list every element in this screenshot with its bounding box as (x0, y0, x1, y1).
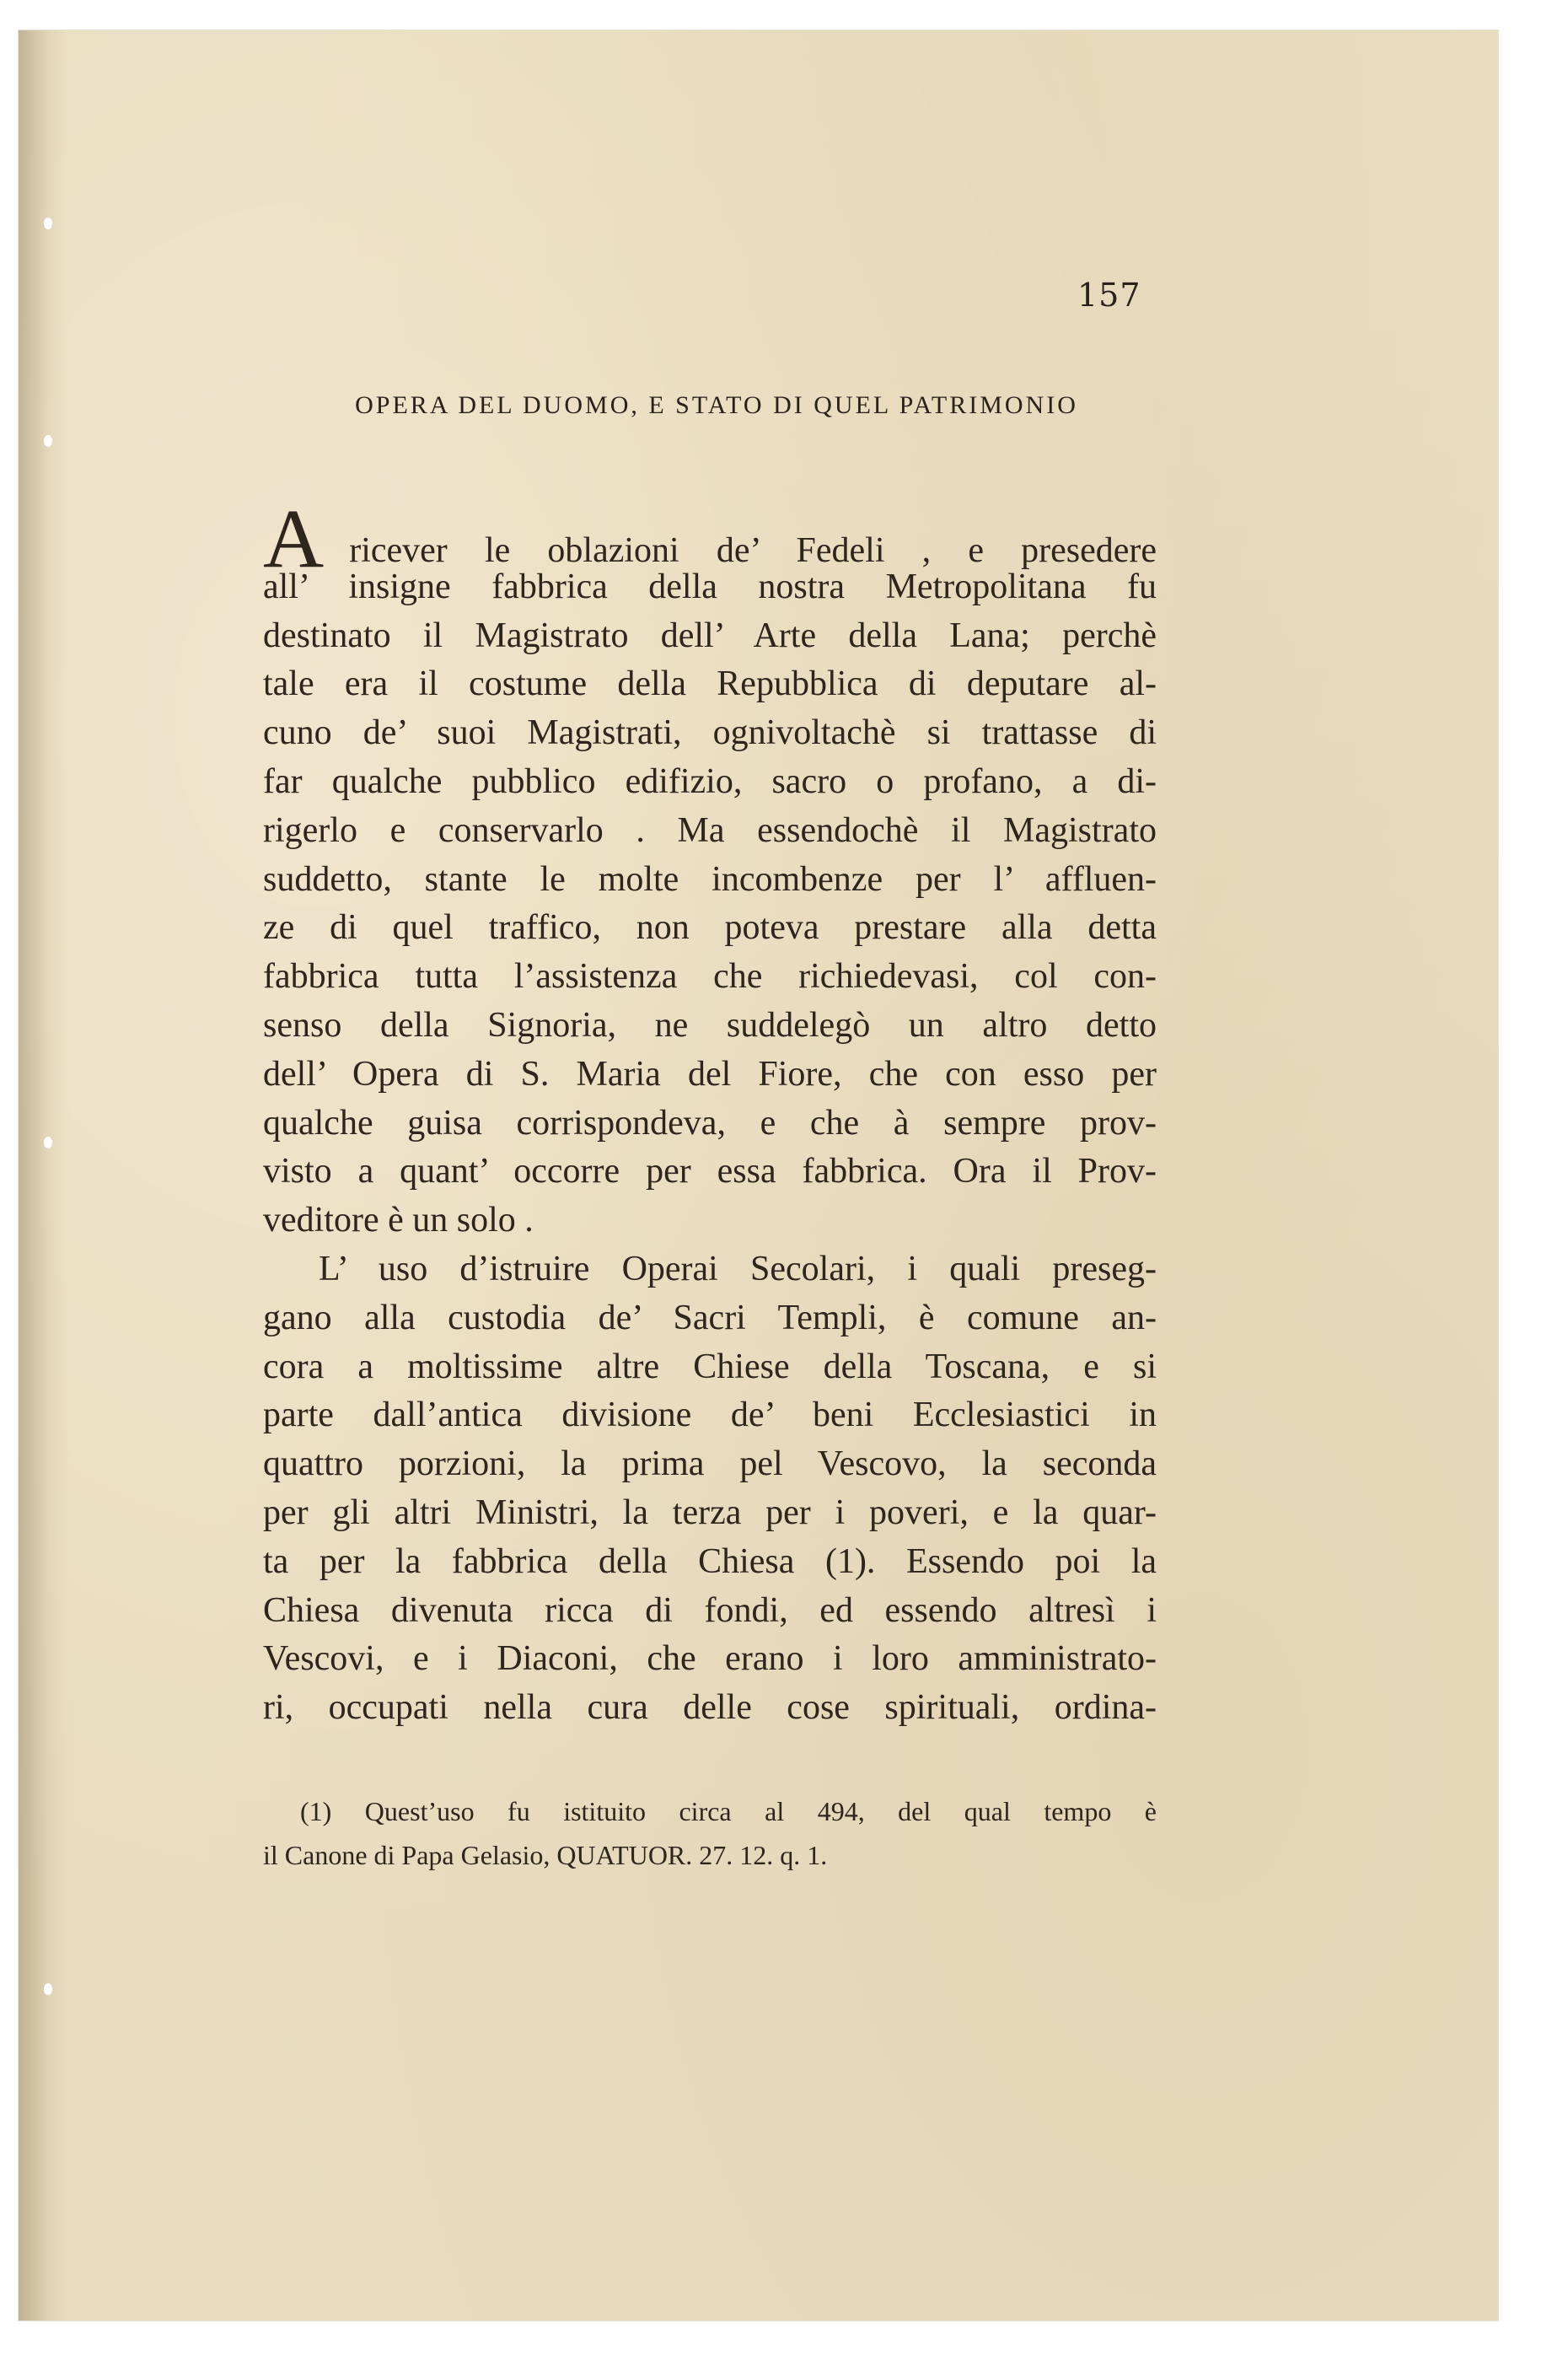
running-title: OPERA DEL DUOMO, E STATO DI QUEL PATRIMONIO (355, 391, 1078, 419)
text-line: all’ insigne fabbrica della nostra Metropolitana fu (263, 567, 1157, 606)
body-text (263, 492, 1157, 1733)
text-line-content: ricever le oblazioni de’ Fedeli , e presedere (349, 531, 1157, 570)
footnote-line: (1) Quest’uso fu istituito circa al 494, del qual tempo è (300, 1796, 1157, 1826)
text-line: suddetto, stante le molte incombenze per l’ affluen- (263, 859, 1157, 899)
text-line: parte dall’antica divisione de’ beni Ecclesiastici in (263, 1396, 1157, 1435)
text-line: dell’ Opera di S. Maria del Fiore, che con esso per (263, 1054, 1157, 1094)
text-line: cuno de’ suoi Magistrati, ognivoltachè si trattasse di (263, 713, 1157, 753)
text-line: destinato il Magistrato dell’ Arte della Lana; perchè (263, 616, 1157, 655)
text-line: cora a moltissime altre Chiese della Toscana, e si (263, 1347, 1157, 1386)
text-line: ze di quel traffico, non poteva prestare alla detta (263, 908, 1157, 948)
text-line: rigerlo e conservarlo . Ma essendochè il Magistrato (263, 810, 1157, 850)
text-line: Chiesa divenuta ricca di fondi, ed essendo altresì i (263, 1590, 1157, 1630)
stitch-hole (44, 1983, 52, 1995)
page-number: 157 (1077, 277, 1141, 314)
drop-cap: A (263, 492, 325, 585)
text-line: qualche guisa corrispondeva, e che à sempre prov- (263, 1103, 1157, 1143)
text-line: ta per la fabbrica della Chiesa (1). Essendo poi la (263, 1541, 1157, 1581)
stitch-hole (44, 218, 52, 229)
text-line: visto a quant’ occorre per essa fabbrica. Ora il Prov- (263, 1152, 1157, 1191)
text-line (263, 492, 1157, 585)
text-line: veditore è un solo . (263, 1201, 534, 1240)
footnote-line: il Canone di Papa Gelasio, QUATUOR. 27. 12. q. 1. (263, 1840, 828, 1870)
binding-edge (19, 30, 69, 2321)
text-line: Vescovi, e i Diaconi, che erano i loro amministrato- (263, 1639, 1157, 1679)
text-line: L’ uso d’istruire Operai Secolari, i quali preseg- (319, 1249, 1157, 1288)
text-line: ri, occupati nella cura delle cose spirituali, ordina- (263, 1688, 1157, 1728)
text-line: per gli altri Ministri, la terza per i poveri, e la quar- (263, 1492, 1157, 1532)
text-line: far qualche pubblico edifizio, sacro o profano, a di- (263, 761, 1157, 801)
text-line: senso della Signoria, ne suddelegò un altro detto (263, 1005, 1157, 1045)
text-line: fabbrica tutta l’assistenza che richiedevasi, col con- (263, 957, 1157, 997)
text-line: gano alla custodia de’ Sacri Templi, è comune an- (263, 1298, 1157, 1337)
footnote (263, 1789, 1157, 1877)
text-line: quattro porzioni, la prima pel Vescovo, la seconda (263, 1444, 1157, 1484)
stitch-hole (44, 435, 52, 447)
stitch-hole (44, 1137, 52, 1148)
text-line: tale era il costume della Repubblica di deputare al- (263, 664, 1157, 704)
